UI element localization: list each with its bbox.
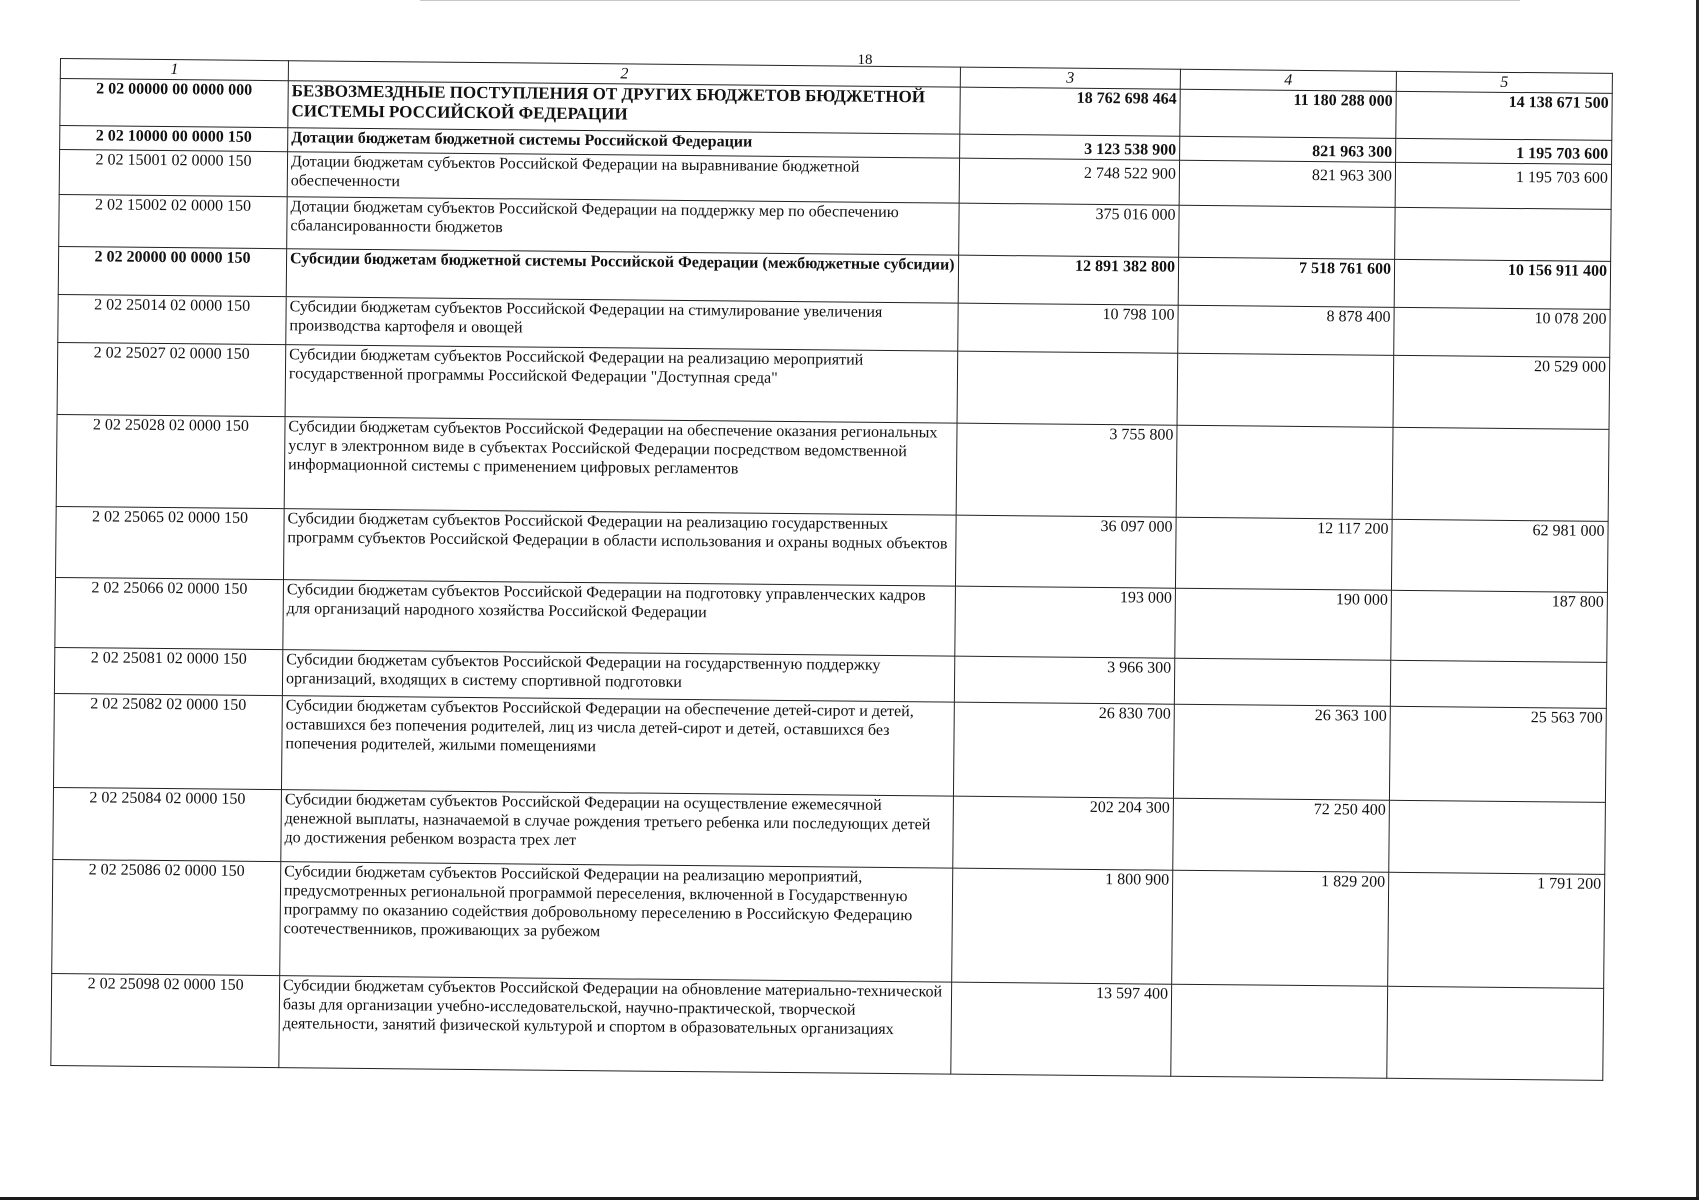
budget-code-cell: 2 02 25028 02 0000 150 (56, 414, 285, 508)
amount-col5-cell (1392, 427, 1609, 521)
amount-col5-cell: 25 563 700 (1389, 706, 1606, 802)
amount-col4-cell: 11 180 288 000 (1180, 89, 1396, 138)
amount-col4-cell (1179, 205, 1395, 259)
amount-col5-cell: 62 981 000 (1391, 519, 1608, 592)
budget-code-cell: 2 02 10000 00 0000 150 (60, 126, 288, 152)
column-header-5: 5 (1396, 71, 1612, 93)
amount-col3-cell: 26 830 700 (953, 702, 1174, 798)
amount-col3-cell: 193 000 (955, 586, 1176, 658)
amount-col5-cell: 1 195 703 600 (1396, 138, 1612, 164)
revenue-name-cell: Дотации бюджетам бюджетной системы Российской Федерации (288, 128, 960, 158)
amount-col4-cell: 26 363 100 (1173, 704, 1390, 800)
scan-edge-top (420, 0, 1520, 1)
budget-code-cell: 2 02 25014 02 0000 150 (58, 294, 286, 344)
amount-col5-cell: 14 138 671 500 (1396, 91, 1612, 140)
amount-col4-cell: 12 117 200 (1175, 517, 1392, 590)
revenue-name-cell: БЕЗВОЗМЕЗДНЫЕ ПОСТУПЛЕНИЯ ОТ ДРУГИХ БЮДЖЕТОВ БЮДЖЕТНОЙ СИСТЕМЫ РОССИЙСКОЙ ФЕДЕРАЦИИ (288, 81, 960, 134)
revenue-name-cell: Субсидии бюджетам субъектов Российской Федерации на обеспечение оказания региональных услуг в электронном виде в субъектах Российской Федерации посредством ведомственной информационной системы с применением цифровых регламентов (284, 417, 957, 515)
amount-col4-cell: 190 000 (1175, 588, 1392, 660)
amount-col5-cell: 1 791 200 (1388, 872, 1605, 988)
revenue-name-cell: Субсидии бюджетам субъектов Российской Федерации на стимулирование увеличения производства картофеля и овощей (286, 297, 958, 351)
amount-col3-cell: 1 800 900 (952, 868, 1173, 984)
table-row (56, 414, 1609, 521)
budget-code-cell: 2 02 25027 02 0000 150 (57, 342, 286, 416)
amount-col4-cell (1171, 984, 1388, 1078)
table-row (53, 693, 1606, 802)
revenue-name-cell: Субсидии бюджетам субъектов Российской Федерации на государственную поддержку организаций, входящих в систему спортивной подготовки (282, 650, 954, 702)
amount-col3-cell (957, 351, 1178, 425)
revenue-name-cell: Субсидии бюджетам субъектов Российской Федерации на реализацию мероприятий государственной программы Российской Федерации "Доступная среда" (285, 345, 958, 423)
amount-col5-cell: 1 195 703 600 (1395, 162, 1611, 209)
amount-col3-cell: 18 762 698 464 (960, 87, 1180, 136)
amount-col3-cell: 10 798 100 (958, 303, 1178, 353)
amount-col5-cell (1389, 800, 1606, 874)
amount-col3-cell: 3 966 300 (954, 656, 1174, 704)
column-header-2: 2 (288, 61, 960, 87)
page-number: 18 (857, 52, 873, 68)
column-header-1: 1 (60, 59, 288, 81)
amount-col3-cell: 36 097 000 (955, 515, 1176, 588)
table-row (51, 973, 1604, 1080)
amount-col4-cell: 821 963 300 (1180, 136, 1396, 162)
revenue-name-cell: Субсидии бюджетам субъектов Российской Федерации на обеспечение детей-сирот и детей, оставшихся без попечения родителей, лиц из числа детей-сирот и детей, оставшихся без попечения родителей, жилыми помещениями (281, 696, 954, 796)
revenue-name-cell: Субсидии бюджетам бюджетной системы Российской Федерации (межбюджетные субсидии) (286, 249, 958, 303)
amount-col5-cell (1390, 660, 1606, 708)
budget-code-cell: 2 02 25084 02 0000 150 (53, 787, 282, 861)
revenue-name-cell: Субсидии бюджетам субъектов Российской Федерации на подготовку управленческих кадров для организаций народного хозяйства Российской Федерации (283, 580, 956, 656)
revenue-name-cell: Дотации бюджетам субъектов Российской Федерации на поддержку мер по обеспечению сбалансированности бюджетов (287, 197, 959, 255)
amount-col4-cell: 821 963 300 (1179, 160, 1395, 207)
amount-col3-cell: 202 204 300 (953, 796, 1174, 870)
revenue-name-cell: Субсидии бюджетам субъектов Российской Федерации на осуществление ежемесячной денежной выплаты, назначаемой в случае рождения третьего ребенка или последующих детей до достижения ребенком возраста трех лет (281, 790, 954, 868)
budget-code-cell: 2 02 25086 02 0000 150 (52, 859, 281, 975)
amount-col3-cell: 3 123 538 900 (960, 134, 1180, 160)
budget-code-cell: 2 02 20000 00 0000 150 (58, 246, 286, 296)
budget-code-cell: 2 02 25082 02 0000 150 (53, 693, 282, 789)
budget-code-cell: 2 02 25098 02 0000 150 (51, 973, 280, 1067)
amount-col5-cell: 187 800 (1391, 590, 1608, 662)
amount-col5-cell: 20 529 000 (1393, 355, 1610, 429)
revenue-name-cell: Дотации бюджетам субъектов Российской Федерации на выравнивание бюджетной обеспеченности (287, 152, 959, 203)
column-header-4: 4 (1180, 69, 1396, 91)
amount-col5-cell: 10 156 911 400 (1394, 259, 1610, 309)
revenue-name-cell: Субсидии бюджетам субъектов Российской Федерации на реализацию государственных программ субъектов Российской Федерации в области использования и охраны водных объектов (284, 509, 957, 586)
amount-col4-cell: 1 829 200 (1172, 870, 1389, 986)
amount-col4-cell (1174, 658, 1390, 706)
amount-col5-cell: 10 078 200 (1394, 307, 1610, 357)
column-header-3: 3 (960, 67, 1180, 89)
revenue-name-cell: Субсидии бюджетам субъектов Российской Федерации на реализацию мероприятий, предусмотренных региональной программой переселения, включенной в Государственную программу по оказанию содействия добровольному переселению в Российскую Федерацию соотечественников, проживающих за рубежом (280, 862, 953, 982)
budget-code-cell: 2 02 15002 02 0000 150 (59, 194, 287, 248)
budget-code-cell: 2 02 25081 02 0000 150 (54, 647, 282, 695)
amount-col4-cell: 8 878 400 (1178, 305, 1394, 355)
budget-code-cell: 2 02 15001 02 0000 150 (59, 150, 287, 197)
amount-col3-cell: 375 016 000 (959, 203, 1179, 257)
amount-col3-cell: 2 748 522 900 (959, 158, 1179, 205)
amount-col4-cell: 72 250 400 (1173, 798, 1390, 872)
amount-col4-cell (1176, 425, 1393, 519)
table-row (52, 859, 1605, 988)
budget-code-cell: 2 02 00000 00 0000 000 (60, 79, 288, 128)
amount-col3-cell: 3 755 800 (956, 423, 1177, 517)
amount-col4-cell (1177, 353, 1394, 427)
amount-col5-cell (1395, 207, 1611, 261)
budget-code-cell: 2 02 25065 02 0000 150 (56, 506, 285, 579)
amount-col5-cell (1387, 986, 1604, 1080)
amount-col4-cell: 7 518 761 600 (1178, 257, 1394, 307)
amount-col3-cell: 12 891 382 800 (958, 255, 1178, 305)
revenue-name-cell: Субсидии бюджетам субъектов Российской Федерации на обновление материально-технической базы для организации учебно-исследовательской, научно-практической, творческой деятельности, занятий физической культурой и спортом в образовательных организациях (279, 976, 952, 1074)
budget-revenue-table (50, 58, 1613, 1081)
budget-code-cell: 2 02 25066 02 0000 150 (55, 577, 284, 649)
amount-col3-cell: 13 597 400 (951, 982, 1172, 1076)
